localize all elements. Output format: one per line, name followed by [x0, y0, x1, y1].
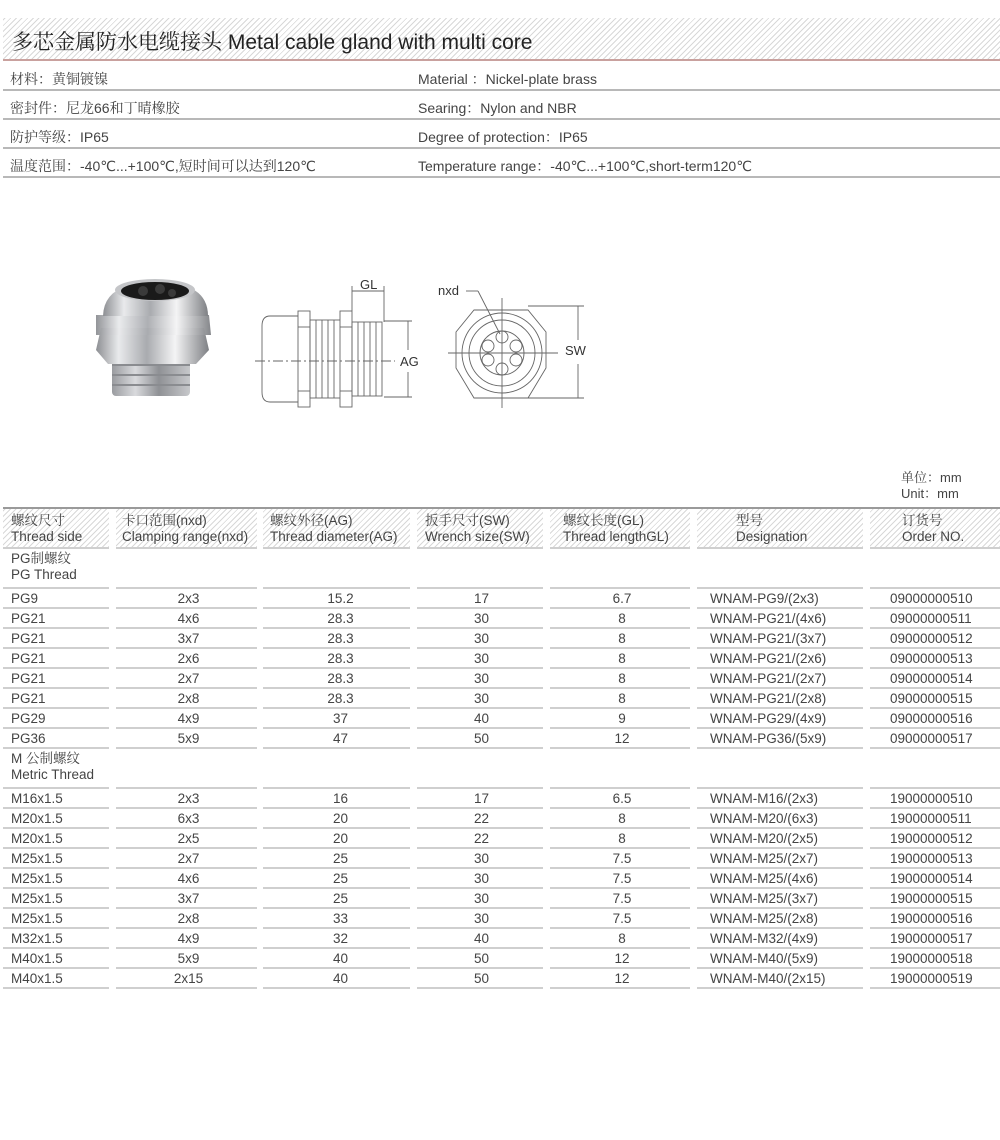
cell-thread-diameter: 20	[263, 809, 410, 829]
header-thread-side	[3, 509, 109, 549]
cell-thread-diameter: 15.2	[263, 589, 410, 609]
table-row	[0, 629, 1000, 649]
cell-wrench-size: 30	[417, 849, 543, 869]
cell-order-no: 19000000519	[870, 969, 1000, 989]
cell-clamping-range: 4x9	[116, 929, 257, 949]
cell-thread-diameter: 33	[263, 909, 410, 929]
cell-wrench-size: 30	[417, 689, 543, 709]
cell-thread-side: M40x1.5	[3, 969, 109, 989]
group-empty-cell	[697, 749, 863, 789]
cell-thread-length: 8	[550, 829, 690, 849]
cell-thread-side: M16x1.5	[3, 789, 109, 809]
cell-clamping-range: 4x6	[116, 609, 257, 629]
group-label-en: Metric Thread	[11, 767, 95, 782]
cell-order-no: 19000000516	[870, 909, 1000, 929]
cell-order-no: 09000000514	[870, 669, 1000, 689]
cell-clamping-range: 3x7	[116, 889, 257, 909]
cell-clamping-range: 2x5	[116, 829, 257, 849]
cell-wrench-size: 50	[417, 949, 543, 969]
cell-wrench-size: 40	[417, 929, 543, 949]
cell-thread-side: M20x1.5	[3, 829, 109, 849]
cell-clamping-range: 2x8	[116, 689, 257, 709]
cell-thread-length: 8	[550, 809, 690, 829]
cell-clamping-range: 2x3	[116, 589, 257, 609]
cell-thread-length: 7.5	[550, 889, 690, 909]
cell-designation: WNAM-M25/(4x6)	[697, 869, 863, 889]
group-empty-cell	[263, 549, 410, 589]
cell-order-no: 19000000513	[870, 849, 1000, 869]
cell-thread-side: M25x1.5	[3, 909, 109, 929]
cell-designation: WNAM-PG21/(4x6)	[697, 609, 863, 629]
header-wrench-size	[417, 509, 543, 549]
table-row	[0, 969, 1000, 989]
header-cn: 扳手尺寸(SW)	[425, 513, 510, 528]
group-label-en: PG Thread	[11, 567, 77, 582]
cell-wrench-size: 22	[417, 809, 543, 829]
cell-clamping-range: 2x6	[116, 649, 257, 669]
cell-wrench-size: 50	[417, 729, 543, 749]
cell-wrench-size: 17	[417, 589, 543, 609]
cell-thread-diameter: 47	[263, 729, 410, 749]
cell-wrench-size: 17	[417, 789, 543, 809]
cell-thread-side: M32x1.5	[3, 929, 109, 949]
header-thread-length	[550, 509, 690, 549]
cell-order-no: 19000000514	[870, 869, 1000, 889]
spec-cn: 防护等级：IP65	[10, 129, 109, 145]
side-view-drawing	[255, 286, 412, 407]
page-title: 多芯金属防水电缆接头 Metal cable gland with multi core	[12, 31, 533, 54]
table-row	[0, 649, 1000, 669]
table-row	[0, 589, 1000, 609]
cell-wrench-size: 40	[417, 709, 543, 729]
cell-wrench-size: 30	[417, 889, 543, 909]
table-row	[0, 829, 1000, 849]
cell-thread-diameter: 28.3	[263, 609, 410, 629]
table-row	[0, 729, 1000, 749]
cell-thread-side: M25x1.5	[3, 869, 109, 889]
cell-thread-diameter: 28.3	[263, 669, 410, 689]
cell-clamping-range: 2x3	[116, 789, 257, 809]
cell-thread-length: 8	[550, 689, 690, 709]
cell-clamping-range: 4x9	[116, 709, 257, 729]
unit-cn: 单位：mm	[901, 470, 962, 485]
cell-wrench-size: 22	[417, 829, 543, 849]
cell-order-no: 19000000518	[870, 949, 1000, 969]
cell-designation: WNAM-M20/(6x3)	[697, 809, 863, 829]
sw-label: SW	[565, 343, 586, 358]
spec-row-protection	[3, 120, 1000, 149]
cell-designation: WNAM-M32/(4x9)	[697, 929, 863, 949]
cell-thread-diameter: 25	[263, 889, 410, 909]
cell-thread-length: 8	[550, 669, 690, 689]
cell-designation: WNAM-M40/(2x15)	[697, 969, 863, 989]
spec-en: Material ：Nickel-plate brass	[418, 71, 597, 87]
cell-clamping-range: 5x9	[116, 729, 257, 749]
cell-clamping-range: 4x6	[116, 869, 257, 889]
group-empty-cell	[870, 749, 1000, 789]
cell-designation: WNAM-PG21/(2x8)	[697, 689, 863, 709]
header-designation	[697, 509, 863, 549]
header-cn: 订货号	[902, 513, 943, 528]
unit-en: Unit：mm	[901, 486, 959, 501]
spec-en: Temperature range：-40℃...+100℃,short-term120℃	[418, 158, 752, 174]
cell-thread-diameter: 20	[263, 829, 410, 849]
cell-order-no: 19000000510	[870, 789, 1000, 809]
cell-clamping-range: 2x7	[116, 849, 257, 869]
cell-order-no: 19000000512	[870, 829, 1000, 849]
table-row	[0, 809, 1000, 829]
cell-designation: WNAM-M16/(2x3)	[697, 789, 863, 809]
cell-thread-side: PG29	[3, 709, 109, 729]
cell-designation: WNAM-PG29/(4x9)	[697, 709, 863, 729]
cell-clamping-range: 5x9	[116, 949, 257, 969]
group-empty-cell	[417, 549, 543, 589]
spec-row-sealing	[3, 91, 1000, 120]
table-row	[0, 669, 1000, 689]
cell-designation: WNAM-M40/(5x9)	[697, 949, 863, 969]
spec-cn: 密封件：尼龙66和丁晴橡胶	[10, 100, 180, 116]
product-figures	[0, 270, 1000, 430]
cell-thread-diameter: 32	[263, 929, 410, 949]
cell-wrench-size: 30	[417, 869, 543, 889]
cell-thread-side: PG36	[3, 729, 109, 749]
cell-wrench-size: 30	[417, 609, 543, 629]
header-cn: 卡口范围(nxd)	[122, 513, 207, 528]
table-row	[0, 709, 1000, 729]
cell-thread-diameter: 40	[263, 949, 410, 969]
cell-designation: WNAM-PG21/(3x7)	[697, 629, 863, 649]
cell-order-no: 09000000512	[870, 629, 1000, 649]
group-label-cn: M 公制螺纹	[11, 751, 80, 766]
group-label	[3, 749, 109, 789]
cell-thread-length: 7.5	[550, 909, 690, 929]
cell-clamping-range: 3x7	[116, 629, 257, 649]
table-row	[0, 889, 1000, 909]
group-empty-cell	[263, 749, 410, 789]
group-row	[0, 549, 1000, 589]
cell-designation: WNAM-PG21/(2x7)	[697, 669, 863, 689]
cell-wrench-size: 50	[417, 969, 543, 989]
cell-clamping-range: 2x15	[116, 969, 257, 989]
table-row	[0, 789, 1000, 809]
cell-order-no: 09000000515	[870, 689, 1000, 709]
cell-order-no: 09000000516	[870, 709, 1000, 729]
cell-order-no: 09000000517	[870, 729, 1000, 749]
cell-thread-diameter: 40	[263, 969, 410, 989]
header-en: Order NO.	[902, 529, 965, 544]
spec-en: Searing：Nylon and NBR	[418, 100, 577, 116]
cell-thread-side: PG21	[3, 689, 109, 709]
header-clamping-range	[116, 509, 257, 549]
table-row	[0, 869, 1000, 889]
nxd-label: nxd	[438, 283, 459, 298]
cell-designation: WNAM-M25/(2x7)	[697, 849, 863, 869]
cell-wrench-size: 30	[417, 629, 543, 649]
group-row	[0, 749, 1000, 789]
cell-thread-side: M25x1.5	[3, 889, 109, 909]
header-en: Clamping range(nxd)	[122, 529, 249, 544]
spec-cn: 温度范围：-40℃...+100℃,短时间可以达到120℃	[10, 158, 316, 174]
header-cn: 螺纹长度(GL)	[563, 513, 644, 528]
header-en: Designation	[736, 529, 808, 544]
gl-label: GL	[360, 277, 378, 292]
spec-cn: 材料：黄铜镀镍	[10, 71, 108, 87]
cell-thread-side: PG9	[3, 589, 109, 609]
table-row	[0, 849, 1000, 869]
cell-thread-diameter: 37	[263, 709, 410, 729]
cell-wrench-size: 30	[417, 909, 543, 929]
title-bar	[3, 18, 1000, 61]
table-row	[0, 689, 1000, 709]
header-cn: 螺纹外径(AG)	[270, 513, 353, 528]
header-en: Thread side	[11, 529, 83, 544]
cell-thread-length: 8	[550, 609, 690, 629]
spec-row-temperature	[3, 149, 1000, 178]
front-view-drawing	[448, 291, 584, 408]
cell-thread-diameter: 16	[263, 789, 410, 809]
cell-thread-length: 8	[550, 629, 690, 649]
cell-thread-side: PG21	[3, 609, 109, 629]
header-order-no	[870, 509, 1000, 549]
cell-thread-side: M25x1.5	[3, 849, 109, 869]
cell-thread-length: 7.5	[550, 869, 690, 889]
group-empty-cell	[116, 549, 257, 589]
cell-thread-diameter: 28.3	[263, 649, 410, 669]
cell-thread-diameter: 28.3	[263, 629, 410, 649]
ag-label: AG	[400, 354, 419, 369]
cell-thread-length: 12	[550, 729, 690, 749]
group-label	[3, 549, 109, 589]
group-empty-cell	[550, 549, 690, 589]
cell-designation: WNAM-PG9/(2x3)	[697, 589, 863, 609]
cell-designation: WNAM-M20/(2x5)	[697, 829, 863, 849]
cell-thread-diameter: 25	[263, 869, 410, 889]
cell-thread-length: 12	[550, 949, 690, 969]
header-en: Wrench size(SW)	[425, 529, 530, 544]
group-empty-cell	[417, 749, 543, 789]
spec-row-material	[3, 62, 1000, 91]
header-cn: 螺纹尺寸	[11, 513, 65, 528]
table-row	[0, 609, 1000, 629]
cell-order-no: 09000000510	[870, 589, 1000, 609]
cell-designation: WNAM-PG21/(2x6)	[697, 649, 863, 669]
cell-order-no: 19000000515	[870, 889, 1000, 909]
cell-thread-length: 8	[550, 929, 690, 949]
unit-label	[901, 470, 962, 502]
cell-clamping-range: 6x3	[116, 809, 257, 829]
cell-order-no: 09000000511	[870, 609, 1000, 629]
cell-wrench-size: 30	[417, 669, 543, 689]
header-en: Thread diameter(AG)	[270, 529, 398, 544]
cell-order-no: 19000000511	[870, 809, 1000, 829]
cell-wrench-size: 30	[417, 649, 543, 669]
cell-clamping-range: 2x7	[116, 669, 257, 689]
cell-designation: WNAM-PG36/(5x9)	[697, 729, 863, 749]
header-thread-diameter	[263, 509, 410, 549]
group-label-cn: PG制螺纹	[11, 551, 72, 566]
cell-thread-length: 6.5	[550, 789, 690, 809]
cell-thread-side: M20x1.5	[3, 809, 109, 829]
cell-thread-side: PG21	[3, 669, 109, 689]
group-empty-cell	[550, 749, 690, 789]
table-header-row	[0, 509, 1000, 549]
table-row	[0, 949, 1000, 969]
header-cn: 型号	[736, 513, 763, 528]
cell-thread-side: PG21	[3, 649, 109, 669]
cell-thread-side: PG21	[3, 629, 109, 649]
cell-thread-diameter: 28.3	[263, 689, 410, 709]
cell-order-no: 19000000517	[870, 929, 1000, 949]
spec-en: Degree of protection：IP65	[418, 129, 588, 145]
cell-thread-length: 9	[550, 709, 690, 729]
cell-thread-diameter: 25	[263, 849, 410, 869]
cell-order-no: 09000000513	[870, 649, 1000, 669]
table-row	[0, 909, 1000, 929]
cell-designation: WNAM-M25/(3x7)	[697, 889, 863, 909]
cell-thread-length: 6.7	[550, 589, 690, 609]
cell-thread-length: 8	[550, 649, 690, 669]
cell-thread-length: 7.5	[550, 849, 690, 869]
cable-gland-photo	[96, 279, 211, 396]
header-en: Thread lengthGL)	[563, 529, 669, 544]
cell-designation: WNAM-M25/(2x8)	[697, 909, 863, 929]
group-empty-cell	[116, 749, 257, 789]
table-row	[0, 929, 1000, 949]
group-empty-cell	[697, 549, 863, 589]
cell-thread-side: M40x1.5	[3, 949, 109, 969]
cell-thread-length: 12	[550, 969, 690, 989]
group-empty-cell	[870, 549, 1000, 589]
cell-clamping-range: 2x8	[116, 909, 257, 929]
